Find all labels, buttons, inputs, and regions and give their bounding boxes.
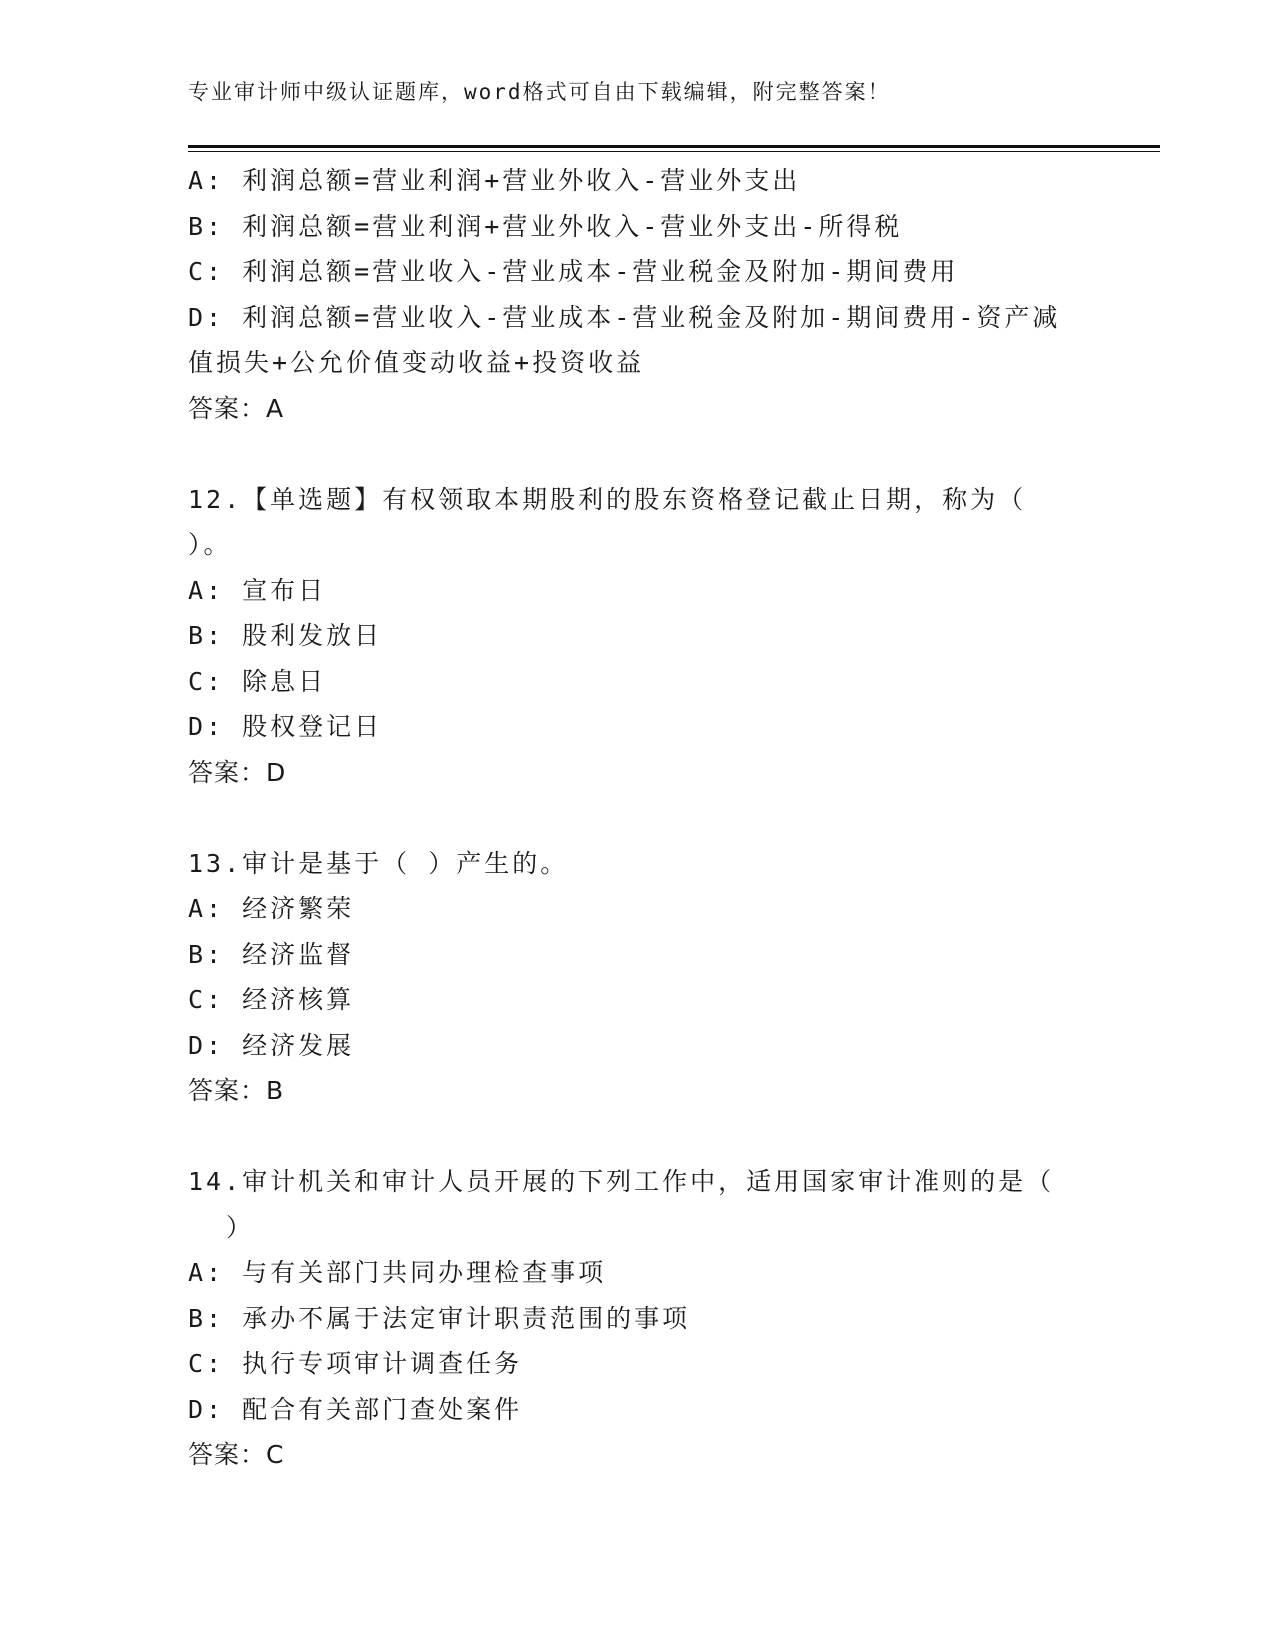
option-b: B: 承办不属于法定审计职责范围的事项 [188,1303,691,1333]
header-rule-thick [188,145,1160,148]
question-stem: 14.审计机关和审计人员开展的下列工作中，适用国家审计准则的是（ [188,1167,1055,1196]
question-content [188,158,1088,1478]
question-stem-continuation: ）。 [188,530,232,559]
header-rule-thin [188,151,1160,152]
question-stem: 12.【单选题】有权领取本期股利的股东资格登记截止日期，称为（ [188,484,1027,514]
option-b: B: 经济监督 [188,939,355,969]
answer: 答案：C [188,1440,285,1469]
option-c: C: 经济核算 [188,985,355,1014]
option-a: A: 利润总额=营业利润+营业外收入-营业外支出 [188,166,801,195]
spacer [188,1114,1088,1160]
question-12 [188,477,1088,796]
answer: 答案：D [188,757,287,787]
option-d: D: 利润总额=营业收入-营业成本-营业税金及附加-期间费用-资产减 [188,302,1061,332]
answer: 答案：A [188,393,285,423]
answer: 答案：B [188,1076,285,1105]
question-stem: 13.审计是基于（ ）产生的。 [188,848,569,878]
option-d-continuation: 值损失+公允价值变动收益+投资收益 [188,348,645,377]
option-c: C: 执行专项审计调查任务 [188,1349,523,1378]
option-a: A: 宣布日 [188,575,327,605]
spacer [188,431,1088,477]
option-d: D: 配合有关部门查处案件 [188,1394,523,1424]
option-a: A: 经济繁荣 [188,894,355,923]
spacer [188,795,1088,841]
option-c: C: 除息日 [188,666,327,696]
option-b: B: 股利发放日 [188,621,383,650]
question-13 [188,841,1088,1114]
option-a: A: 与有关部门共同办理检查事项 [188,1258,607,1287]
page-header: 专业审计师中级认证题库，word格式可自由下载编辑，附完整答案！ [188,80,891,104]
question-stem-continuation: ） [226,1212,255,1242]
question-11 [188,158,1088,431]
option-c: C: 利润总额=营业收入-营业成本-营业税金及附加-期间费用 [188,257,959,286]
option-d: D: 经济发展 [188,1030,355,1060]
option-b: B: 利润总额=营业利润+营业外收入-营业外支出-所得税 [188,211,903,241]
question-14 [188,1159,1088,1478]
option-d: D: 股权登记日 [188,712,383,741]
